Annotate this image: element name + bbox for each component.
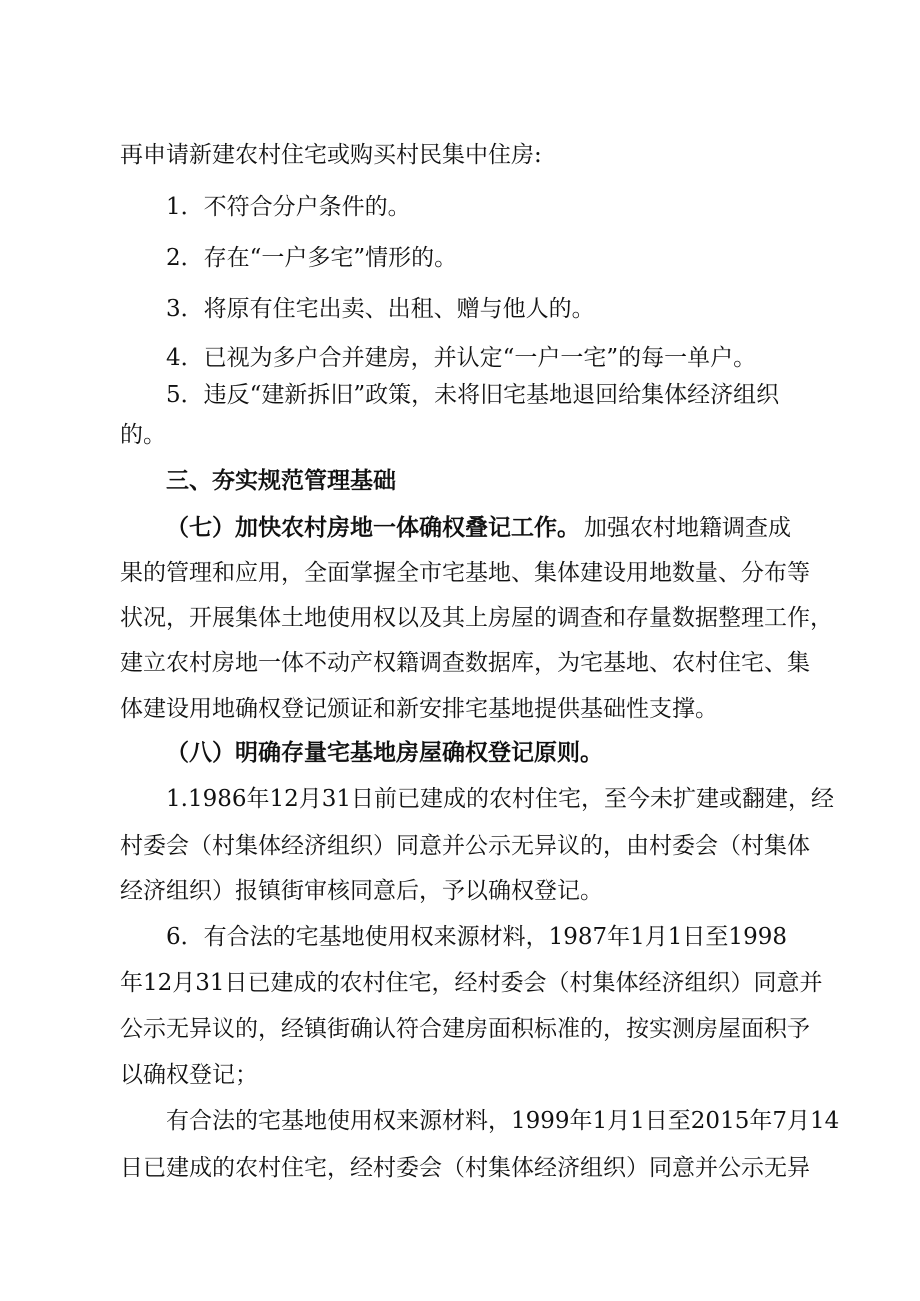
- text-line: 果的管理和应用，全面掌握全市宅基地、集体建设用地数量、分布等: [120, 560, 810, 586]
- text-line: 状况，开展集体土地使用权以及其上房屋的调查和存量数据整理工作，: [120, 605, 833, 631]
- list-item: 4．已视为多户合并建房，并认定“一户一宅”的每一单户。: [166, 345, 757, 371]
- list-item: 1.1986年12月31日前已建成的农村住宅，至今未扩建或翻建，经: [166, 786, 835, 812]
- list-item: 3．将原有住宅出卖、出租、赠与他人的。: [166, 296, 595, 322]
- list-item: 5．违反“建新拆旧”政策，未将旧宅基地退回给集体经济组织: [166, 382, 780, 408]
- text-line: 加强农村地籍调查成: [584, 515, 791, 541]
- text-line: 经济组织）报镇街审核同意后，予以确权登记。: [120, 878, 603, 904]
- text-line: 体建设用地确权登记颁证和新安排宅基地提供基础性支撑。: [120, 696, 718, 722]
- text-line: 以确权登记；: [120, 1062, 258, 1088]
- list-item: 6．有合法的宅基地使用权来源材料，1987年1月1日至1998: [166, 924, 787, 950]
- text-line: 公示无异议的，经镇街确认符合建房面积标准的，按实测房屋面积予: [120, 1016, 810, 1042]
- subsection-heading: （七）加快农村房地一体确权叠记工作。: [166, 515, 580, 541]
- text-line: 建立农村房地一体不动产权籍调查数据库，为宅基地、农村住宅、集: [120, 650, 810, 676]
- text-line: 有合法的宅基地使用权来源材料，1999年1月1日至2015年7月14: [166, 1108, 840, 1134]
- text-line: 再申请新建农村住宅或购买村民集中住房:: [120, 142, 542, 168]
- text-line: 村委会（村集体经济组织）同意并公示无异议的，由村委会（村集体: [120, 833, 810, 859]
- subsection-heading: （八）明确存量宅基地房屋确权登记原则。: [166, 740, 603, 766]
- text-line: 日已建成的农村住宅，经村委会（村集体经济组织）同意并公示无异: [120, 1155, 810, 1181]
- text-line: 年12月31日已建成的农村住宅，经村委会（村集体经济组织）同意并: [120, 970, 823, 996]
- list-item: 1．不符合分户条件的。: [166, 194, 411, 220]
- text-line: 的。: [120, 422, 166, 448]
- section-heading: 三、夯实规范管理基础: [166, 468, 396, 494]
- list-item: 2．存在“一户多宅”情形的。: [166, 245, 458, 271]
